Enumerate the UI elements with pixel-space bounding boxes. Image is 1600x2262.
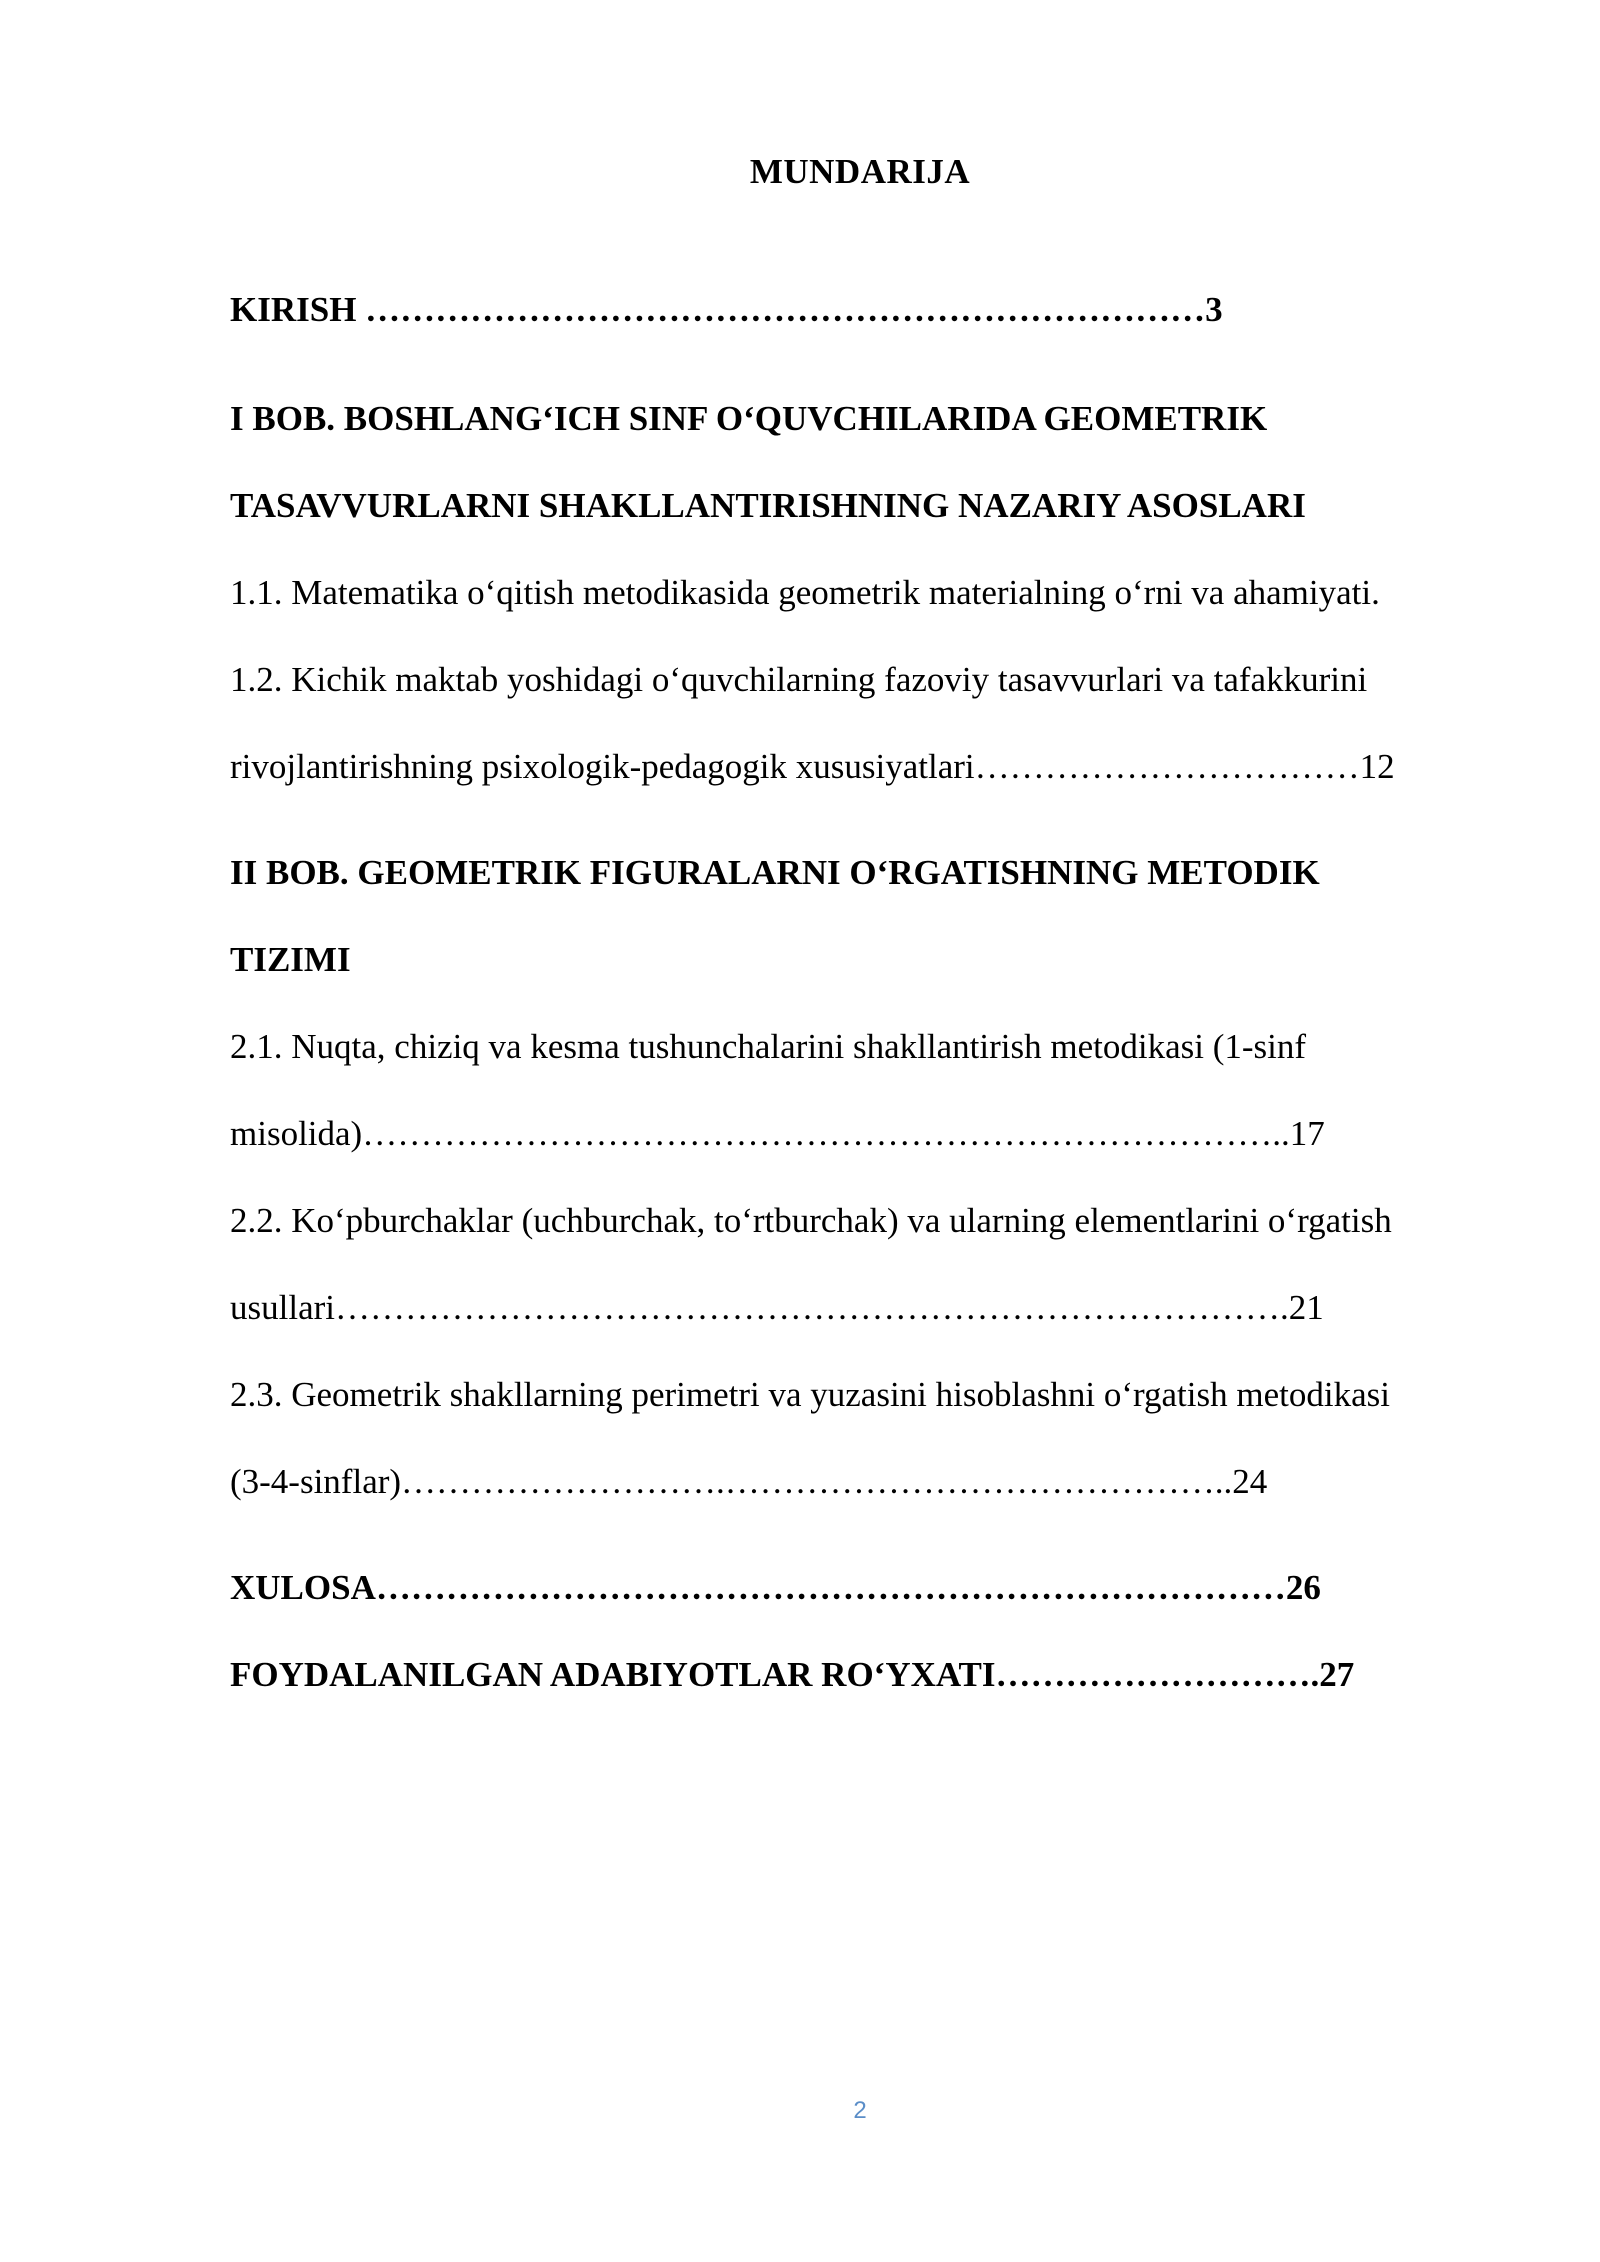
toc-section-2-2-line-2: usullari……………………………………………………………………….21 (230, 1288, 1324, 1327)
toc-chapter-2-line-2: TIZIMI (230, 940, 351, 979)
toc-section-2-1-line-2: misolida)……………………………………………………………………..17 (230, 1114, 1325, 1153)
toc-entry-kirish: KIRISH ………………………………………………………………3 (230, 290, 1223, 329)
page-title: MUNDARIJA (749, 152, 971, 191)
toc-section-2-2-line-1: 2.2. Ko‘pburchaklar (uchburchak, to‘rtburchak) va ularning elementlarini o‘rgatish (230, 1201, 1392, 1240)
toc-section-1-1: 1.1. Matematika o‘qitish metodikasida geometrik materialning o‘rni va ahamiyati. (230, 573, 1380, 612)
toc-section-2-1-line-1: 2.1. Nuqta, chiziq va kesma tushunchalarini shakllantirish metodikasi (1-sinf (230, 1027, 1307, 1066)
toc-chapter-1-line-1: I BOB. BOSHLANG‘ICH SINF O‘QUVCHILARIDA GEOMETRIK (230, 399, 1268, 438)
toc-section-1-2-line-2: rivojlantirishning psixologik-pedagogik xususiyatlari……………………………12 (230, 747, 1395, 786)
toc-chapter-2-line-1: II BOB. GEOMETRIK FIGURALARNI O‘RGATISHNING METODIK (230, 853, 1320, 892)
toc-section-2-3-line-1: 2.3. Geometrik shakllarning perimetri va yuzasini hisoblashni o‘rgatish metodikasi (230, 1375, 1390, 1414)
toc-section-2-3-line-2: (3-4-sinflar)……………………….……………………………………..24 (230, 1462, 1268, 1501)
toc-chapter-1-line-2: TASAVVURLARNI SHAKLLANTIRISHNING NAZARIY ASOSLARI (230, 486, 1306, 525)
toc-entry-adabiyotlar: FOYDALANILGAN ADABIYOTLAR RO‘YXATI……………………….27 (230, 1655, 1355, 1694)
toc-entry-xulosa: XULOSA……………………………………………………………………26 (230, 1568, 1321, 1607)
page-number: 2 (853, 2097, 867, 2124)
toc-section-1-2-line-1: 1.2. Kichik maktab yoshidagi o‘quvchilarning fazoviy tasavvurlari va tafakkurini (230, 660, 1368, 699)
